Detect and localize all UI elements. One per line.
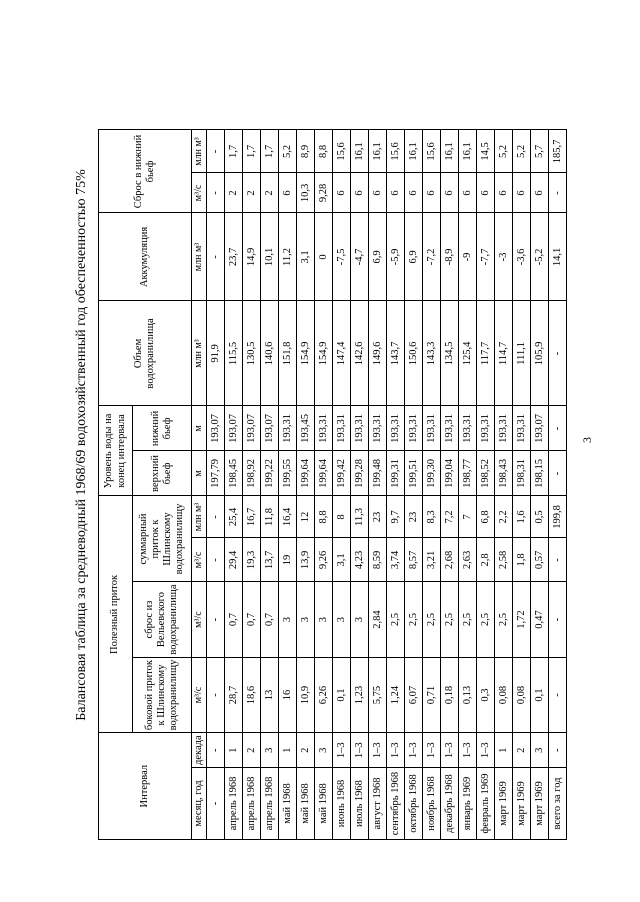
cell-total-inflow-flow: - bbox=[549, 538, 567, 582]
cell-volume: 151,8 bbox=[279, 301, 297, 406]
cell-accumulation: -4,7 bbox=[351, 213, 369, 301]
cell-month-year: апрель 1968 bbox=[261, 768, 279, 840]
cell-volume: 134,5 bbox=[441, 301, 459, 406]
cell-release-velye: 1,72 bbox=[513, 582, 531, 657]
cell-total-inflow-flow: 8,59 bbox=[369, 538, 387, 582]
cell-month-year: август 1968 bbox=[369, 768, 387, 840]
cell-total-inflow-flow: 29,4 bbox=[225, 538, 243, 582]
cell-discharge-flow: 6 bbox=[423, 173, 441, 213]
unit-total-volume: млн м³ bbox=[192, 496, 207, 538]
cell-lower-pool: 193,31 bbox=[333, 406, 351, 451]
table-row bbox=[261, 130, 279, 840]
cell-release-velye: - bbox=[207, 582, 225, 657]
cell-release-velye: 0,47 bbox=[531, 582, 549, 657]
cell-total-inflow-flow: 3,21 bbox=[423, 538, 441, 582]
cell-lower-pool: 193,31 bbox=[405, 406, 423, 451]
cell-month-year: май 1968 bbox=[297, 768, 315, 840]
cell-volume: 149,6 bbox=[369, 301, 387, 406]
cell-month-year: май 1968 bbox=[315, 768, 333, 840]
cell-discharge-volume: 5,2 bbox=[495, 130, 513, 173]
cell-lateral-inflow: 1,23 bbox=[351, 657, 369, 733]
cell-volume: 143,7 bbox=[387, 301, 405, 406]
cell-lateral-inflow: 16 bbox=[279, 657, 297, 733]
unit-upper-pool: м bbox=[192, 451, 207, 496]
cell-volume: 150,6 bbox=[405, 301, 423, 406]
cell-accumulation: 6,9 bbox=[405, 213, 423, 301]
table-row bbox=[315, 130, 333, 840]
cell-total-inflow-flow: 13,9 bbox=[297, 538, 315, 582]
cell-month-year: всего за год bbox=[549, 768, 567, 840]
cell-decade: 1–3 bbox=[405, 733, 423, 768]
cell-upper-pool: 198,15 bbox=[531, 451, 549, 496]
cell-accumulation: - bbox=[207, 213, 225, 301]
cell-lateral-inflow: 13 bbox=[261, 657, 279, 733]
unit-volume: млн м³ bbox=[192, 301, 207, 406]
cell-release-velye: 3 bbox=[351, 582, 369, 657]
cell-month-year: март 1969 bbox=[531, 768, 549, 840]
cell-accumulation: -5,2 bbox=[531, 213, 549, 301]
cell-accumulation: 14,9 bbox=[243, 213, 261, 301]
cell-volume: 115,5 bbox=[225, 301, 243, 406]
cell-volume: 111,1 bbox=[513, 301, 531, 406]
cell-decade: 1 bbox=[279, 733, 297, 768]
cell-lateral-inflow: 28,7 bbox=[225, 657, 243, 733]
cell-total-inflow-volume: 7,2 bbox=[441, 496, 459, 538]
cell-lower-pool: 193,07 bbox=[261, 406, 279, 451]
cell-discharge-volume: 1,7 bbox=[243, 130, 261, 173]
cell-month-year: февраль 1969 bbox=[477, 768, 495, 840]
cell-discharge-volume: 5,2 bbox=[279, 130, 297, 173]
table-row bbox=[441, 130, 459, 840]
cell-volume: 142,6 bbox=[351, 301, 369, 406]
page-number: 3 bbox=[580, 437, 594, 443]
cell-discharge-volume: 16,1 bbox=[459, 130, 477, 173]
cell-lower-pool: 193,31 bbox=[351, 406, 369, 451]
cell-total-inflow-volume: 2,2 bbox=[495, 496, 513, 538]
cell-discharge-volume: 1,7 bbox=[225, 130, 243, 173]
cell-lateral-inflow: 0,08 bbox=[513, 657, 531, 733]
cell-total-inflow-volume: 8,3 bbox=[423, 496, 441, 538]
table-row bbox=[297, 130, 315, 840]
cell-total-inflow-volume: 8 bbox=[333, 496, 351, 538]
cell-total-inflow-flow: 3,1 bbox=[333, 538, 351, 582]
cell-total-inflow-volume: 23 bbox=[405, 496, 423, 538]
cell-discharge-flow: 10,3 bbox=[297, 173, 315, 213]
cell-accumulation: 11,2 bbox=[279, 213, 297, 301]
cell-lateral-inflow: 0,1 bbox=[333, 657, 351, 733]
cell-total-inflow-volume: 23 bbox=[369, 496, 387, 538]
cell-discharge-volume: 15,6 bbox=[333, 130, 351, 173]
cell-total-inflow-flow: 9,26 bbox=[315, 538, 333, 582]
rotated-page-content bbox=[70, 30, 563, 840]
cell-total-inflow-volume: 1,6 bbox=[513, 496, 531, 538]
cell-upper-pool: 199,55 bbox=[279, 451, 297, 496]
table-row bbox=[495, 130, 513, 840]
cell-total-inflow-flow: - bbox=[207, 538, 225, 582]
cell-lateral-inflow: - bbox=[207, 657, 225, 733]
cell-release-velye: 3 bbox=[333, 582, 351, 657]
cell-total-inflow-flow: 3,74 bbox=[387, 538, 405, 582]
cell-lateral-inflow: 0,18 bbox=[441, 657, 459, 733]
table-row bbox=[477, 130, 495, 840]
cell-accumulation: -7,7 bbox=[477, 213, 495, 301]
cell-lateral-inflow: 0,08 bbox=[495, 657, 513, 733]
cell-lateral-inflow: 0,71 bbox=[423, 657, 441, 733]
cell-total-inflow-volume: 16,4 bbox=[279, 496, 297, 538]
cell-discharge-flow: 6 bbox=[387, 173, 405, 213]
cell-discharge-volume: 16,1 bbox=[351, 130, 369, 173]
cell-month-year: - bbox=[207, 768, 225, 840]
cell-discharge-flow: 2 bbox=[225, 173, 243, 213]
cell-decade: 3 bbox=[261, 733, 279, 768]
cell-discharge-volume: 8,9 bbox=[297, 130, 315, 173]
cell-lateral-inflow: 0,1 bbox=[531, 657, 549, 733]
cell-accumulation: 6,9 bbox=[369, 213, 387, 301]
cell-volume: 125,4 bbox=[459, 301, 477, 406]
cell-volume: 154,9 bbox=[315, 301, 333, 406]
cell-accumulation: 14,1 bbox=[549, 213, 567, 301]
cell-discharge-volume: 5,7 bbox=[531, 130, 549, 173]
cell-total-inflow-flow: 8,57 bbox=[405, 538, 423, 582]
cell-discharge-flow: 6 bbox=[405, 173, 423, 213]
cell-lower-pool: 193,31 bbox=[369, 406, 387, 451]
cell-discharge-flow: - bbox=[207, 173, 225, 213]
table-row bbox=[207, 130, 225, 840]
cell-lower-pool: 193,31 bbox=[423, 406, 441, 451]
cell-release-velye: 2,5 bbox=[495, 582, 513, 657]
cell-lower-pool: 193,07 bbox=[531, 406, 549, 451]
cell-upper-pool: 198,92 bbox=[243, 451, 261, 496]
cell-volume: 154,9 bbox=[297, 301, 315, 406]
cell-discharge-volume: 16,1 bbox=[405, 130, 423, 173]
cell-lateral-inflow: 6,07 bbox=[405, 657, 423, 733]
table-row bbox=[531, 130, 549, 840]
cell-upper-pool: 198,77 bbox=[459, 451, 477, 496]
cell-upper-pool: 199,04 bbox=[441, 451, 459, 496]
cell-upper-pool: 198,45 bbox=[225, 451, 243, 496]
cell-release-velye: 2,5 bbox=[441, 582, 459, 657]
cell-release-velye: 2,84 bbox=[369, 582, 387, 657]
cell-decade: 1–3 bbox=[423, 733, 441, 768]
unit-lateral: м³/с bbox=[192, 657, 207, 733]
cell-volume: 105,9 bbox=[531, 301, 549, 406]
cell-lateral-inflow: 0,3 bbox=[477, 657, 495, 733]
cell-total-inflow-flow: 2,63 bbox=[459, 538, 477, 582]
unit-discharge-flow: м³/с bbox=[192, 173, 207, 213]
cell-total-inflow-volume: 6,8 bbox=[477, 496, 495, 538]
cell-discharge-flow: 6 bbox=[369, 173, 387, 213]
cell-lateral-inflow: 5,75 bbox=[369, 657, 387, 733]
cell-accumulation: 23,7 bbox=[225, 213, 243, 301]
unit-lower-pool: м bbox=[192, 406, 207, 451]
cell-release-velye: 3 bbox=[297, 582, 315, 657]
lateral-inflow-header: боковой приток к Шлинскому водохранилищу bbox=[133, 657, 192, 733]
cell-discharge-flow: 6 bbox=[441, 173, 459, 213]
cell-total-inflow-volume: 11,3 bbox=[351, 496, 369, 538]
unit-discharge-volume: млн м³ bbox=[192, 130, 207, 173]
cell-discharge-volume: 5,2 bbox=[513, 130, 531, 173]
cell-accumulation: -3,6 bbox=[513, 213, 531, 301]
unit-accumulation: млн м³ bbox=[192, 213, 207, 301]
cell-upper-pool: 199,22 bbox=[261, 451, 279, 496]
cell-discharge-volume: 15,6 bbox=[387, 130, 405, 173]
document-title: Балансовая таблица за средневодный 1968/69 водохозяйственный год обеспеченностью 75% bbox=[74, 169, 89, 721]
cell-release-velye: 0,7 bbox=[243, 582, 261, 657]
cell-discharge-flow: 6 bbox=[513, 173, 531, 213]
cell-upper-pool: 199,64 bbox=[297, 451, 315, 496]
cell-decade: 1 bbox=[225, 733, 243, 768]
cell-decade: 2 bbox=[243, 733, 261, 768]
cell-decade: 1–3 bbox=[459, 733, 477, 768]
table-row bbox=[333, 130, 351, 840]
cell-accumulation: -7,2 bbox=[423, 213, 441, 301]
cell-release-velye: 3 bbox=[315, 582, 333, 657]
cell-discharge-flow: 6 bbox=[531, 173, 549, 213]
table-row bbox=[549, 130, 567, 840]
unit-release: м³/с bbox=[192, 582, 207, 657]
cell-volume: 130,5 bbox=[243, 301, 261, 406]
cell-decade: 2 bbox=[513, 733, 531, 768]
cell-upper-pool: 199,31 bbox=[387, 451, 405, 496]
cell-month-year: март 1969 bbox=[495, 768, 513, 840]
cell-accumulation: -9 bbox=[459, 213, 477, 301]
cell-decade: 3 bbox=[315, 733, 333, 768]
cell-accumulation: -8,9 bbox=[441, 213, 459, 301]
cell-month-year: март 1969 bbox=[513, 768, 531, 840]
cell-release-velye: - bbox=[549, 582, 567, 657]
cell-lower-pool: 193,31 bbox=[315, 406, 333, 451]
cell-lateral-inflow: 1,24 bbox=[387, 657, 405, 733]
cell-lower-pool: 193,31 bbox=[495, 406, 513, 451]
cell-total-inflow-flow: 0,57 bbox=[531, 538, 549, 582]
cell-upper-pool: - bbox=[549, 451, 567, 496]
cell-month-year: сентябрь 1968 bbox=[387, 768, 405, 840]
cell-lower-pool: 193,07 bbox=[207, 406, 225, 451]
cell-lower-pool: 193,07 bbox=[225, 406, 243, 451]
cell-month-year: июль 1968 bbox=[351, 768, 369, 840]
cell-release-velye: 0,7 bbox=[225, 582, 243, 657]
cell-accumulation: 0 bbox=[315, 213, 333, 301]
water-level-header: Уровень воды на конец интервала bbox=[99, 406, 133, 496]
cell-upper-pool: 198,43 bbox=[495, 451, 513, 496]
cell-volume: 114,7 bbox=[495, 301, 513, 406]
cell-total-inflow-flow: 19 bbox=[279, 538, 297, 582]
useful-inflow-header: Полезный приток bbox=[99, 496, 133, 733]
cell-lower-pool: 193,31 bbox=[387, 406, 405, 451]
cell-decade: - bbox=[549, 733, 567, 768]
cell-discharge-volume: 16,1 bbox=[369, 130, 387, 173]
cell-discharge-flow: - bbox=[549, 173, 567, 213]
cell-total-inflow-volume: 0,5 bbox=[531, 496, 549, 538]
cell-discharge-flow: 2 bbox=[243, 173, 261, 213]
table-row bbox=[225, 130, 243, 840]
cell-lower-pool: 193,45 bbox=[297, 406, 315, 451]
cell-lower-pool: 193,31 bbox=[459, 406, 477, 451]
table-row bbox=[513, 130, 531, 840]
cell-discharge-flow: 6 bbox=[279, 173, 297, 213]
month-year-header: месяц, год bbox=[192, 768, 207, 840]
cell-upper-pool: 199,51 bbox=[405, 451, 423, 496]
table-row bbox=[423, 130, 441, 840]
cell-discharge-volume: - bbox=[207, 130, 225, 173]
table-row bbox=[387, 130, 405, 840]
cell-total-inflow-volume: 199,8 bbox=[549, 496, 567, 538]
cell-release-velye: 2,5 bbox=[405, 582, 423, 657]
cell-decade: 1–3 bbox=[387, 733, 405, 768]
cell-decade: 1–3 bbox=[369, 733, 387, 768]
table-row bbox=[405, 130, 423, 840]
cell-lateral-inflow: 10,9 bbox=[297, 657, 315, 733]
cell-decade: 2 bbox=[297, 733, 315, 768]
release-velye-header: сброс из Вельевского водохранилища bbox=[133, 582, 192, 657]
cell-total-inflow-flow: 2,58 bbox=[495, 538, 513, 582]
cell-lateral-inflow: 18,6 bbox=[243, 657, 261, 733]
cell-total-inflow-volume: 25,4 bbox=[225, 496, 243, 538]
table-row bbox=[243, 130, 261, 840]
cell-accumulation: -3 bbox=[495, 213, 513, 301]
cell-discharge-volume: 8,8 bbox=[315, 130, 333, 173]
cell-lateral-inflow: 0,13 bbox=[459, 657, 477, 733]
table-row bbox=[351, 130, 369, 840]
discharge-header: Сброс в нижний бьеф bbox=[99, 130, 192, 213]
cell-total-inflow-volume: 9,7 bbox=[387, 496, 405, 538]
cell-total-inflow-flow: 19,3 bbox=[243, 538, 261, 582]
cell-discharge-volume: 1,7 bbox=[261, 130, 279, 173]
cell-total-inflow-flow: 2,68 bbox=[441, 538, 459, 582]
cell-volume: 91,9 bbox=[207, 301, 225, 406]
total-inflow-header: суммарный приток к Шлинскому водохранилищу bbox=[133, 496, 192, 582]
cell-lower-pool: 193,07 bbox=[243, 406, 261, 451]
cell-upper-pool: 199,48 bbox=[369, 451, 387, 496]
cell-decade: 3 bbox=[531, 733, 549, 768]
decade-header: декада bbox=[192, 733, 207, 768]
cell-volume: 143,3 bbox=[423, 301, 441, 406]
accumulation-header: Аккумуляция bbox=[99, 213, 192, 301]
cell-release-velye: 2,5 bbox=[423, 582, 441, 657]
cell-upper-pool: 199,42 bbox=[333, 451, 351, 496]
cell-accumulation: 3,1 bbox=[297, 213, 315, 301]
cell-lower-pool: - bbox=[549, 406, 567, 451]
cell-discharge-flow: 6 bbox=[351, 173, 369, 213]
cell-accumulation: -5,9 bbox=[387, 213, 405, 301]
cell-month-year: апрель 1968 bbox=[225, 768, 243, 840]
cell-release-velye: 2,5 bbox=[387, 582, 405, 657]
cell-total-inflow-flow: 1,8 bbox=[513, 538, 531, 582]
cell-upper-pool: 197,79 bbox=[207, 451, 225, 496]
cell-discharge-volume: 14,5 bbox=[477, 130, 495, 173]
cell-discharge-volume: 185,7 bbox=[549, 130, 567, 173]
table-body bbox=[207, 130, 567, 840]
table-row bbox=[369, 130, 387, 840]
cell-release-velye: 3 bbox=[279, 582, 297, 657]
cell-lower-pool: 193,31 bbox=[477, 406, 495, 451]
balance-table bbox=[98, 129, 567, 840]
cell-total-inflow-volume: 8,8 bbox=[315, 496, 333, 538]
cell-accumulation: 10,1 bbox=[261, 213, 279, 301]
cell-decade: 1–3 bbox=[351, 733, 369, 768]
cell-accumulation: -7,5 bbox=[333, 213, 351, 301]
cell-discharge-volume: 16,1 bbox=[441, 130, 459, 173]
cell-volume: 140,6 bbox=[261, 301, 279, 406]
cell-volume: - bbox=[549, 301, 567, 406]
cell-lower-pool: 193,31 bbox=[513, 406, 531, 451]
cell-discharge-flow: 6 bbox=[477, 173, 495, 213]
cell-upper-pool: 199,30 bbox=[423, 451, 441, 496]
cell-lower-pool: 193,31 bbox=[279, 406, 297, 451]
cell-month-year: январь 1969 bbox=[459, 768, 477, 840]
cell-total-inflow-flow: 13,7 bbox=[261, 538, 279, 582]
cell-month-year: декабрь 1968 bbox=[441, 768, 459, 840]
cell-total-inflow-volume: 12 bbox=[297, 496, 315, 538]
cell-total-inflow-volume: 7 bbox=[459, 496, 477, 538]
cell-decade: 1–3 bbox=[441, 733, 459, 768]
unit-total-flow: м³/с bbox=[192, 538, 207, 582]
cell-lateral-inflow: - bbox=[549, 657, 567, 733]
cell-month-year: октябрь 1968 bbox=[405, 768, 423, 840]
cell-decade: - bbox=[207, 733, 225, 768]
cell-decade: 1 bbox=[495, 733, 513, 768]
table-row bbox=[459, 130, 477, 840]
cell-month-year: май 1968 bbox=[279, 768, 297, 840]
volume-header: Объем водохранилища bbox=[99, 301, 192, 406]
cell-discharge-flow: 9,28 bbox=[315, 173, 333, 213]
cell-total-inflow-volume: - bbox=[207, 496, 225, 538]
cell-decade: 1–3 bbox=[477, 733, 495, 768]
cell-month-year: ноябрь 1968 bbox=[423, 768, 441, 840]
cell-release-velye: 2,5 bbox=[477, 582, 495, 657]
cell-total-inflow-volume: 11,8 bbox=[261, 496, 279, 538]
cell-discharge-flow: 2 bbox=[261, 173, 279, 213]
upper-pool-header: верхний бьеф bbox=[133, 451, 192, 496]
cell-month-year: апрель 1968 bbox=[243, 768, 261, 840]
cell-discharge-flow: 6 bbox=[495, 173, 513, 213]
cell-upper-pool: 199,28 bbox=[351, 451, 369, 496]
cell-upper-pool: 199,64 bbox=[315, 451, 333, 496]
cell-total-inflow-flow: 2,8 bbox=[477, 538, 495, 582]
cell-discharge-flow: 6 bbox=[333, 173, 351, 213]
cell-discharge-volume: 15,6 bbox=[423, 130, 441, 173]
cell-upper-pool: 198,31 bbox=[513, 451, 531, 496]
cell-decade: 1–3 bbox=[333, 733, 351, 768]
cell-volume: 117,7 bbox=[477, 301, 495, 406]
cell-upper-pool: 198,52 bbox=[477, 451, 495, 496]
cell-volume: 147,4 bbox=[333, 301, 351, 406]
cell-total-inflow-flow: 4,23 bbox=[351, 538, 369, 582]
cell-lower-pool: 193,31 bbox=[441, 406, 459, 451]
cell-release-velye: 2,5 bbox=[459, 582, 477, 657]
cell-lateral-inflow: 6,26 bbox=[315, 657, 333, 733]
interval-header: Интервал bbox=[99, 733, 192, 840]
cell-month-year: июнь 1968 bbox=[333, 768, 351, 840]
cell-discharge-flow: 6 bbox=[459, 173, 477, 213]
cell-total-inflow-volume: 16,7 bbox=[243, 496, 261, 538]
lower-pool-header: нижний бьеф bbox=[133, 406, 192, 451]
table-row bbox=[279, 130, 297, 840]
cell-release-velye: 0,7 bbox=[261, 582, 279, 657]
